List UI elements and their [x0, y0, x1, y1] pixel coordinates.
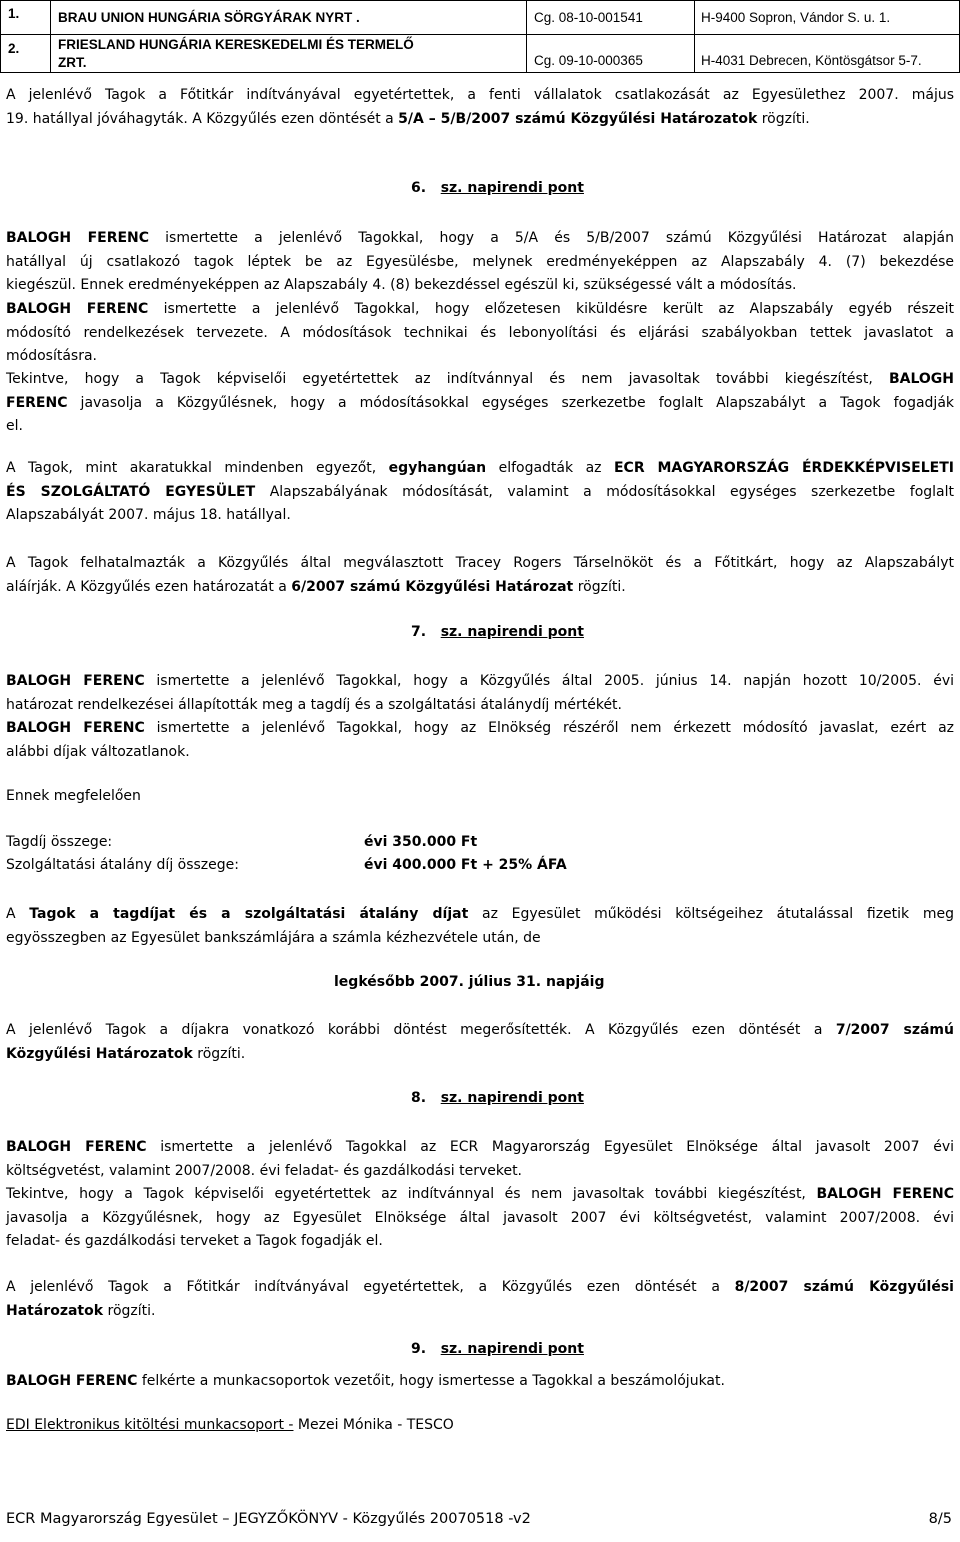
- row2-number: 2.: [8, 41, 20, 56]
- agenda-number-7: 7.: [411, 624, 427, 640]
- agenda-number-6: 6.: [411, 180, 427, 196]
- s8-paragraph3: A jelenlévő Tagok a Főtitkár indítványával egyetértettek, a Közgyűlés ezen döntését a 8/2007 számú Közgyűlési Határozatok rögzíti.: [6, 1279, 954, 1319]
- row2-company-name-line1: FRIESLAND HUNGÁRIA KERESKEDELMI ÉS TERMELŐ: [58, 37, 414, 52]
- agenda-number-9: 9.: [411, 1341, 427, 1357]
- s6-paragraph4: A Tagok, mint akaratukkal mindenben egyezőt, egyhangúan elfogadták az ECR MAGYARORSZÁG ÉRDEKKÉPVISELETI ÉS SZOLGÁLTATÓ EGYESÜLET Alapszabályának módosítását, valamint a módosításokkal egységes szerkezetbe foglalt Alapszabályát 2007. május 18. hatállyal.: [6, 460, 954, 523]
- fee-label-service: Szolgáltatási átalány díj összege:: [6, 857, 239, 873]
- s6-paragraph1: BALOGH FERENC ismertette a jelenlévő Tagokkal, hogy a 5/A és 5/B/2007 számú Közgyűlési Határozat alapján hatállyal új csatlakozó tagok léptek be az Egyesülésbe, melynek eredményeképpen az Alapszabály 4. (7) bekezdése kiegészül. Ennek eredményeképpen az Alapszabály 4. (8) bekezdéssel egészül ki, szükségessé vált a módosítás.: [6, 230, 954, 293]
- agenda-title-6: sz. napirendi pont: [440, 180, 584, 196]
- row2-company-name-line2: ZRT.: [58, 55, 87, 70]
- edi-workgroup-title: EDI Elektronikus kitöltési munkacsoport -: [6, 1417, 294, 1433]
- agenda-number-8: 8.: [411, 1090, 427, 1106]
- speaker-name: BALOGH FERENC: [6, 1139, 147, 1155]
- speaker-name: BALOGH FERENC: [6, 673, 145, 689]
- s6-paragraph3: Tekintve, hogy a Tagok képviselői egyetértettek az indítvánnyal és nem javasoltak további kiegészítést, BALOGH FERENC javasolja a Közgyűlésnek, hogy a módosításokkal egységes szerkezetbe foglalt Alapszabályt a Tagok fogadják el.: [6, 371, 954, 434]
- company-table: [0, 0, 960, 73]
- agenda-title-9: sz. napirendi pont: [440, 1341, 584, 1357]
- page-number: 8/5: [928, 1511, 952, 1527]
- s6-paragraph2: BALOGH FERENC ismertette a jelenlévő Tagokkal, hogy előzetesen kiküldésre került az Alapszabály egyéb részeit módosító rendelkezések tervezete. A módosítások technikai és lebonyolítási és eljárási szabályokban tettek javaslatot a módosításra.: [6, 301, 954, 364]
- s8-paragraph1: BALOGH FERENC ismertette a jelenlévő Tagokkal az ECR Magyarország Egyesület Elnöksége által javasolt 2007 évi költségvetést, valamint 2007/2008. évi feladat- és gazdálkodási terveket.: [6, 1139, 955, 1179]
- payment-deadline: legkésőbb 2007. július 31. napjáig: [334, 974, 605, 990]
- row2-address: H-4031 Debrecen, Köntösgátsor 5-7.: [701, 53, 922, 68]
- agenda-heading-7: [411, 624, 584, 640]
- fee-label-membership: Tagdíj összege:: [6, 834, 113, 850]
- row1-company-name: BRAU UNION HUNGÁRIA SÖRGYÁRAK NYRT .: [58, 10, 360, 25]
- row2-registration-number: Cg. 09-10-000365: [534, 53, 643, 68]
- resolution-ref-8: Határozatok: [6, 1302, 104, 1319]
- row1-registration-number: Cg. 08-10-001541: [534, 10, 643, 25]
- agenda-heading-6: [411, 180, 584, 196]
- intro-paragraph: [6, 84, 954, 131]
- ennek-megfeleloen: Ennek megfelelően: [6, 788, 141, 804]
- s7-paragraph4: A jelenlévő Tagok a díjakra vonatkozó korábbi döntést megerősítették. A Közgyűlés ezen döntését a 7/2007 számú Közgyűlési Határozatok rögzíti.: [6, 1022, 954, 1062]
- row1-number: 1.: [8, 6, 20, 21]
- speaker-name: BALOGH FERENC: [6, 1373, 138, 1389]
- row1-address: H-9400 Sopron, Vándor S. u. 1.: [701, 10, 891, 25]
- speaker-name: BALOGH FERENC: [6, 301, 149, 317]
- s7-paragraph3: A Tagok a tagdíjat és a szolgáltatási átalány díjat az Egyesület működési költségeihez átutalással fizetik meg egyösszegben az Egyesület bankszámlájára a számla kézhezvétele után, de: [6, 906, 954, 946]
- edi-workgroup-leader: Mezei Mónika - TESCO: [293, 1417, 454, 1433]
- resolution-ref-6: 6/2007 számú Közgyűlési Határozat: [291, 578, 574, 595]
- s8-paragraph2: Tekintve, hogy a Tagok képviselői egyetértettek az indítvánnyal és nem javasoltak további kiegészítést, BALOGH FERENC javasolja a Közgyűlésnek, hogy az Egyesület Elnöksége által javasolt 2007 évi költségvetést, valamint 2007/2008. évi feladat- és gazdálkodási terveket a Tagok fogadják el.: [6, 1186, 954, 1249]
- speaker-name: BALOGH FERENC: [6, 720, 145, 736]
- s6-paragraph5: A Tagok felhatalmazták a Közgyűlés által megválasztott Tracey Rogers Társelnököt és a Főtitkárt, hogy az Alapszabályt aláírják. A Közgyűlés ezen határozatát a 6/2007 számú Közgyűlési Határozat rögzíti.: [6, 555, 954, 595]
- agenda-heading-9: [411, 1341, 584, 1357]
- fee-value-membership: évi 350.000 Ft: [364, 834, 478, 850]
- s7-paragraph1: BALOGH FERENC ismertette a jelenlévő Tagokkal, hogy a Közgyűlés által 2005. június 14. napján hozott 10/2005. évi határozat rendelkezései állapították meg a tagdíj és a szolgáltatási átalánydíj mértékét.: [6, 673, 954, 713]
- resolution-ref-7: Közgyűlési Határozatok: [6, 1045, 193, 1062]
- s9-paragraph1: BALOGH FERENC felkérte a munkacsoportok vezetőit, hogy ismertesse a Tagokkal a beszámolójukat.: [6, 1373, 725, 1389]
- resolution-ref-5: 5/A – 5/B/2007 számú Közgyűlési Határozatok: [398, 110, 758, 127]
- intro-line2: 19. hatállyal jóváhagyták. A Közgyűlés ezen döntését a 5/A – 5/B/2007 számú Közgyűlési Határozatok rögzíti.: [6, 110, 810, 127]
- s7-paragraph2: BALOGH FERENC ismertette a jelenlévő Tagokkal, hogy az Elnökség részéről nem érkezett módosító javaslat, ezért az alábbi díjak változatlanok.: [6, 720, 954, 760]
- fee-value-service: évi 400.000 Ft + 25% ÁFA: [364, 857, 567, 873]
- footer-title: ECR Magyarország Egyesület – JEGYZŐKÖNYV - Közgyűlés 20070518 -v2: [6, 1511, 531, 1527]
- edi-workgroup-line: [6, 1417, 454, 1433]
- agenda-heading-8: [411, 1090, 584, 1106]
- agenda-title-7: sz. napirendi pont: [440, 624, 584, 640]
- intro-line1: A jelenlévő Tagok a Főtitkár indítványával egyetértettek, a fenti vállalatok csatlakozását az Egyesülethez 2007. május: [6, 87, 954, 103]
- speaker-name: BALOGH FERENC: [6, 230, 150, 246]
- agenda-title-8: sz. napirendi pont: [440, 1090, 584, 1106]
